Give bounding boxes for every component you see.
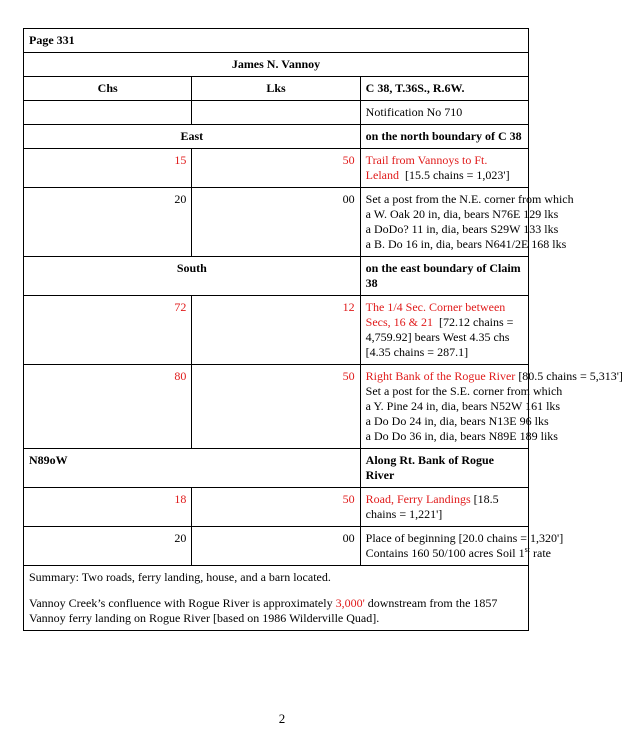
empty-cell <box>192 101 360 125</box>
description-cell <box>360 527 564 566</box>
landmark-text: The 1/4 Sec. Corner between Secs, 16 & 21 <box>365 300 506 329</box>
description-cell <box>360 365 623 449</box>
links-cell: 00 <box>192 527 360 566</box>
links-cell: 50 <box>192 488 360 527</box>
links-cell: 50 <box>192 149 360 188</box>
page-label: Page 331 <box>24 29 529 53</box>
section-row-south <box>24 257 529 296</box>
surveyor-name: James N. Vannoy <box>24 53 529 77</box>
landmark-text: Road, Ferry Landings <box>365 492 471 506</box>
chains-cell: 20 <box>24 188 192 257</box>
chains-cell: 20 <box>24 527 192 566</box>
acreage-text: Contains 160 50/100 acres Soil 1 <box>365 546 525 560</box>
links-cell: 12 <box>192 296 360 365</box>
description-cell <box>360 488 528 527</box>
col-lks-header: Lks <box>192 77 360 101</box>
section-description: on the north boundary of C 38 <box>360 125 528 149</box>
page-number: 2 <box>278 711 286 726</box>
description-line: Set a post from the N.E. corner from which <box>365 192 574 206</box>
table-row <box>24 527 529 566</box>
notification-text: Notification No 710 <box>360 101 528 125</box>
description-line: a W. Oak 20 in, dia, bears N76E 129 lks <box>365 207 559 221</box>
chains-cell: 80 <box>24 365 192 449</box>
description-line: a DoDo? 11 in, dia, bears S29W 133 lks <box>365 222 559 236</box>
section-row-n89w <box>24 449 529 488</box>
section-row-east <box>24 125 529 149</box>
links-cell: 00 <box>192 188 360 257</box>
section-description: Along Rt. Bank of Rogue River <box>360 449 528 488</box>
note-text: downstream from the 1857 Vannoy ferry landing on Rogue River [based on 1986 Wilderville Quad]. <box>29 596 498 625</box>
survey-notes-table <box>23 28 623 631</box>
description-line: a Do Do 36 in, dia, bears N89E 189 liks <box>365 429 558 443</box>
location-note <box>29 596 523 626</box>
col-chs-header: Chs <box>24 77 192 101</box>
chains-cell: 18 <box>24 488 192 527</box>
page-label-row <box>24 29 529 53</box>
conversion-text: [80.5 chains = 5,313'] <box>518 369 623 383</box>
summary-row <box>24 566 529 631</box>
chains-cell: 15 <box>24 149 192 188</box>
notification-row <box>24 101 529 125</box>
landmark-text: Right Bank of the Rogue River <box>365 369 516 383</box>
description-cell <box>360 188 574 257</box>
description-line: a B. Do 16 in, dia, bears N641/2E 168 lks <box>365 237 567 251</box>
links-cell: 50 <box>192 365 360 449</box>
table-row <box>24 188 529 257</box>
description-cell <box>360 296 528 365</box>
section-direction: N89oW <box>24 449 361 488</box>
description-line: Set a post for the S.E. corner from which <box>365 384 563 398</box>
conversion-text: [18.5 chains = 1,221'] <box>365 492 499 521</box>
claim-header: C 38, T.36S., R.6W. <box>360 77 528 101</box>
name-row <box>24 53 529 77</box>
landmark-text: Trail from Vannoys to Ft. Leland <box>365 153 488 182</box>
description-cell <box>360 149 528 188</box>
section-description: on the east boundary of Claim 38 <box>360 257 528 296</box>
ordinal-suffix: st <box>524 545 530 554</box>
table-row <box>24 296 529 365</box>
empty-cell <box>24 101 192 125</box>
note-text: Vannoy Creek’s confluence with Rogue River is approximately <box>29 596 336 610</box>
chains-cell: 72 <box>24 296 192 365</box>
table-row <box>24 149 529 188</box>
table-row <box>24 488 529 527</box>
rate-text: rate <box>530 546 551 560</box>
description-line: a Y. Pine 24 in, dia, bears N52W 161 lks <box>365 399 561 413</box>
description-line: a Do Do 24 in, dia, bears N13E 96 lks <box>365 414 549 428</box>
header-row <box>24 77 529 101</box>
conversion-text: [15.5 chains = 1,023'] <box>404 168 510 182</box>
section-direction: East <box>24 125 361 149</box>
section-direction: South <box>24 257 361 296</box>
description-line <box>365 545 551 561</box>
summary-text: Summary: Two roads, ferry landing, house, and a barn located. <box>29 570 331 584</box>
summary-cell <box>24 566 529 631</box>
distance-highlight: 3,000' <box>335 596 365 610</box>
description-line <box>365 369 623 384</box>
conversion-text: [72.12 chains = 4,759.92] bears West 4.35 chs [4.35 chains = 287.1] <box>365 315 514 359</box>
description-line: Place of beginning [20.0 chains = 1,320'] <box>365 531 564 545</box>
table-row <box>24 365 529 449</box>
